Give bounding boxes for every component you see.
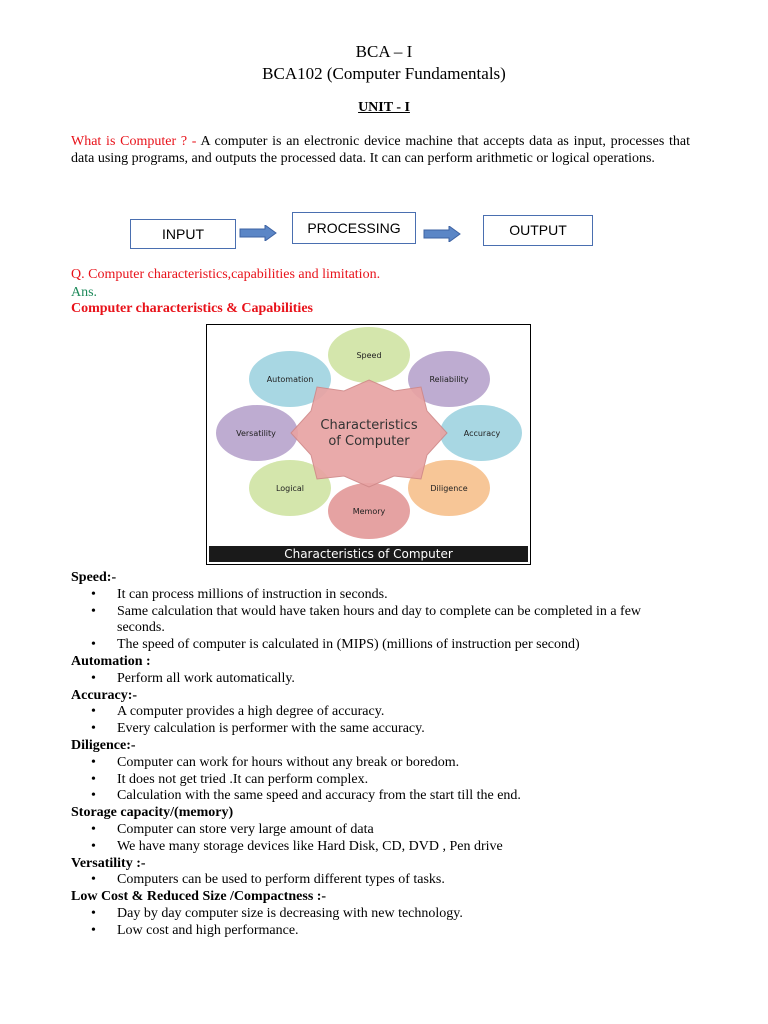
section-heading: Automation : bbox=[71, 653, 151, 669]
petal-label: Memory bbox=[352, 507, 386, 516]
section-heading: Speed:- bbox=[71, 570, 117, 585]
petal-label: Automation bbox=[266, 375, 314, 384]
section-heading: Diligence:- bbox=[71, 737, 136, 753]
section-heading: Accuracy:- bbox=[71, 687, 138, 703]
flow-processing-box: PROCESSING bbox=[292, 212, 416, 244]
petal-label: Accuracy bbox=[463, 429, 501, 438]
list-item: • Calculation with the same speed and accuracy from the start till the end. bbox=[71, 788, 691, 805]
list-item: • It can process millions of instruction in seconds. bbox=[71, 587, 691, 604]
figure-caption: Characteristics of Computer bbox=[209, 546, 528, 562]
answer-label: Ans. bbox=[71, 285, 98, 300]
intro-paragraph bbox=[71, 133, 690, 167]
list-item: • Low cost and high performance. bbox=[71, 923, 691, 940]
course-title: BCA – I bbox=[355, 42, 413, 61]
center-label: of Computer bbox=[328, 434, 410, 449]
petal-label: Reliability bbox=[429, 375, 469, 384]
flow-arrow-icon bbox=[239, 225, 277, 241]
list-item: • A computer provides a high degree of accuracy. bbox=[71, 704, 691, 721]
characteristics-figure bbox=[206, 324, 531, 565]
intro-question: What is Computer ? - bbox=[71, 134, 197, 149]
petal-label: Logical bbox=[275, 484, 305, 493]
list-item: • Computer can work for hours without any break or boredom. bbox=[71, 755, 691, 772]
section-heading: Storage capacity/(memory) bbox=[71, 805, 234, 821]
unit-heading: UNIT - I bbox=[358, 100, 410, 115]
intro-text: A computer is an electronic device machine that accepts data as input, processes that data using programs, and outputs the processed data. It can can perform arithmetic or logical operations. bbox=[71, 134, 691, 166]
section-heading: Low Cost & Reduced Size /Compactness :- bbox=[71, 889, 327, 905]
list-item: • The speed of computer is calculated in (MIPS) (millions of instruction per second) bbox=[71, 637, 691, 654]
list-item: • Day by day computer size is decreasing with new technology. bbox=[71, 906, 691, 923]
list-item: • Computers can be used to perform different types of tasks. bbox=[71, 872, 691, 889]
flow-arrow-icon bbox=[423, 226, 461, 242]
list-item: • It does not get tried .It can perform complex. bbox=[71, 772, 691, 789]
petal-label: Versatility bbox=[236, 429, 276, 438]
list-item: • Perform all work automatically. bbox=[71, 671, 691, 688]
subject-title: BCA102 (Computer Fundamentals) bbox=[262, 64, 506, 83]
characteristics-diagram bbox=[207, 325, 530, 547]
list-item: • We have many storage devices like Hard Disk, CD, DVD , Pen drive bbox=[71, 839, 691, 856]
list-item: • Computer can store very large amount of data bbox=[71, 822, 691, 839]
list-item: • Every calculation is performer with the same accuracy. bbox=[71, 721, 691, 738]
flow-input-box: INPUT bbox=[130, 219, 236, 249]
center-label: Characteristics bbox=[320, 418, 418, 433]
flow-output-box: OUTPUT bbox=[483, 215, 593, 246]
section-heading: Versatility :- bbox=[71, 855, 146, 871]
petal-label: Speed bbox=[356, 351, 382, 360]
question-text: Q. Computer characteristics,capabilities and limitation. bbox=[71, 267, 381, 282]
list-item: • Same calculation that would have taken hours and day to complete can be completed in a few seconds. bbox=[71, 604, 691, 638]
petal-label: Diligence bbox=[430, 484, 468, 493]
section-subheading: Computer characteristics & Capabilities bbox=[71, 301, 313, 316]
characteristics-list bbox=[71, 570, 691, 940]
